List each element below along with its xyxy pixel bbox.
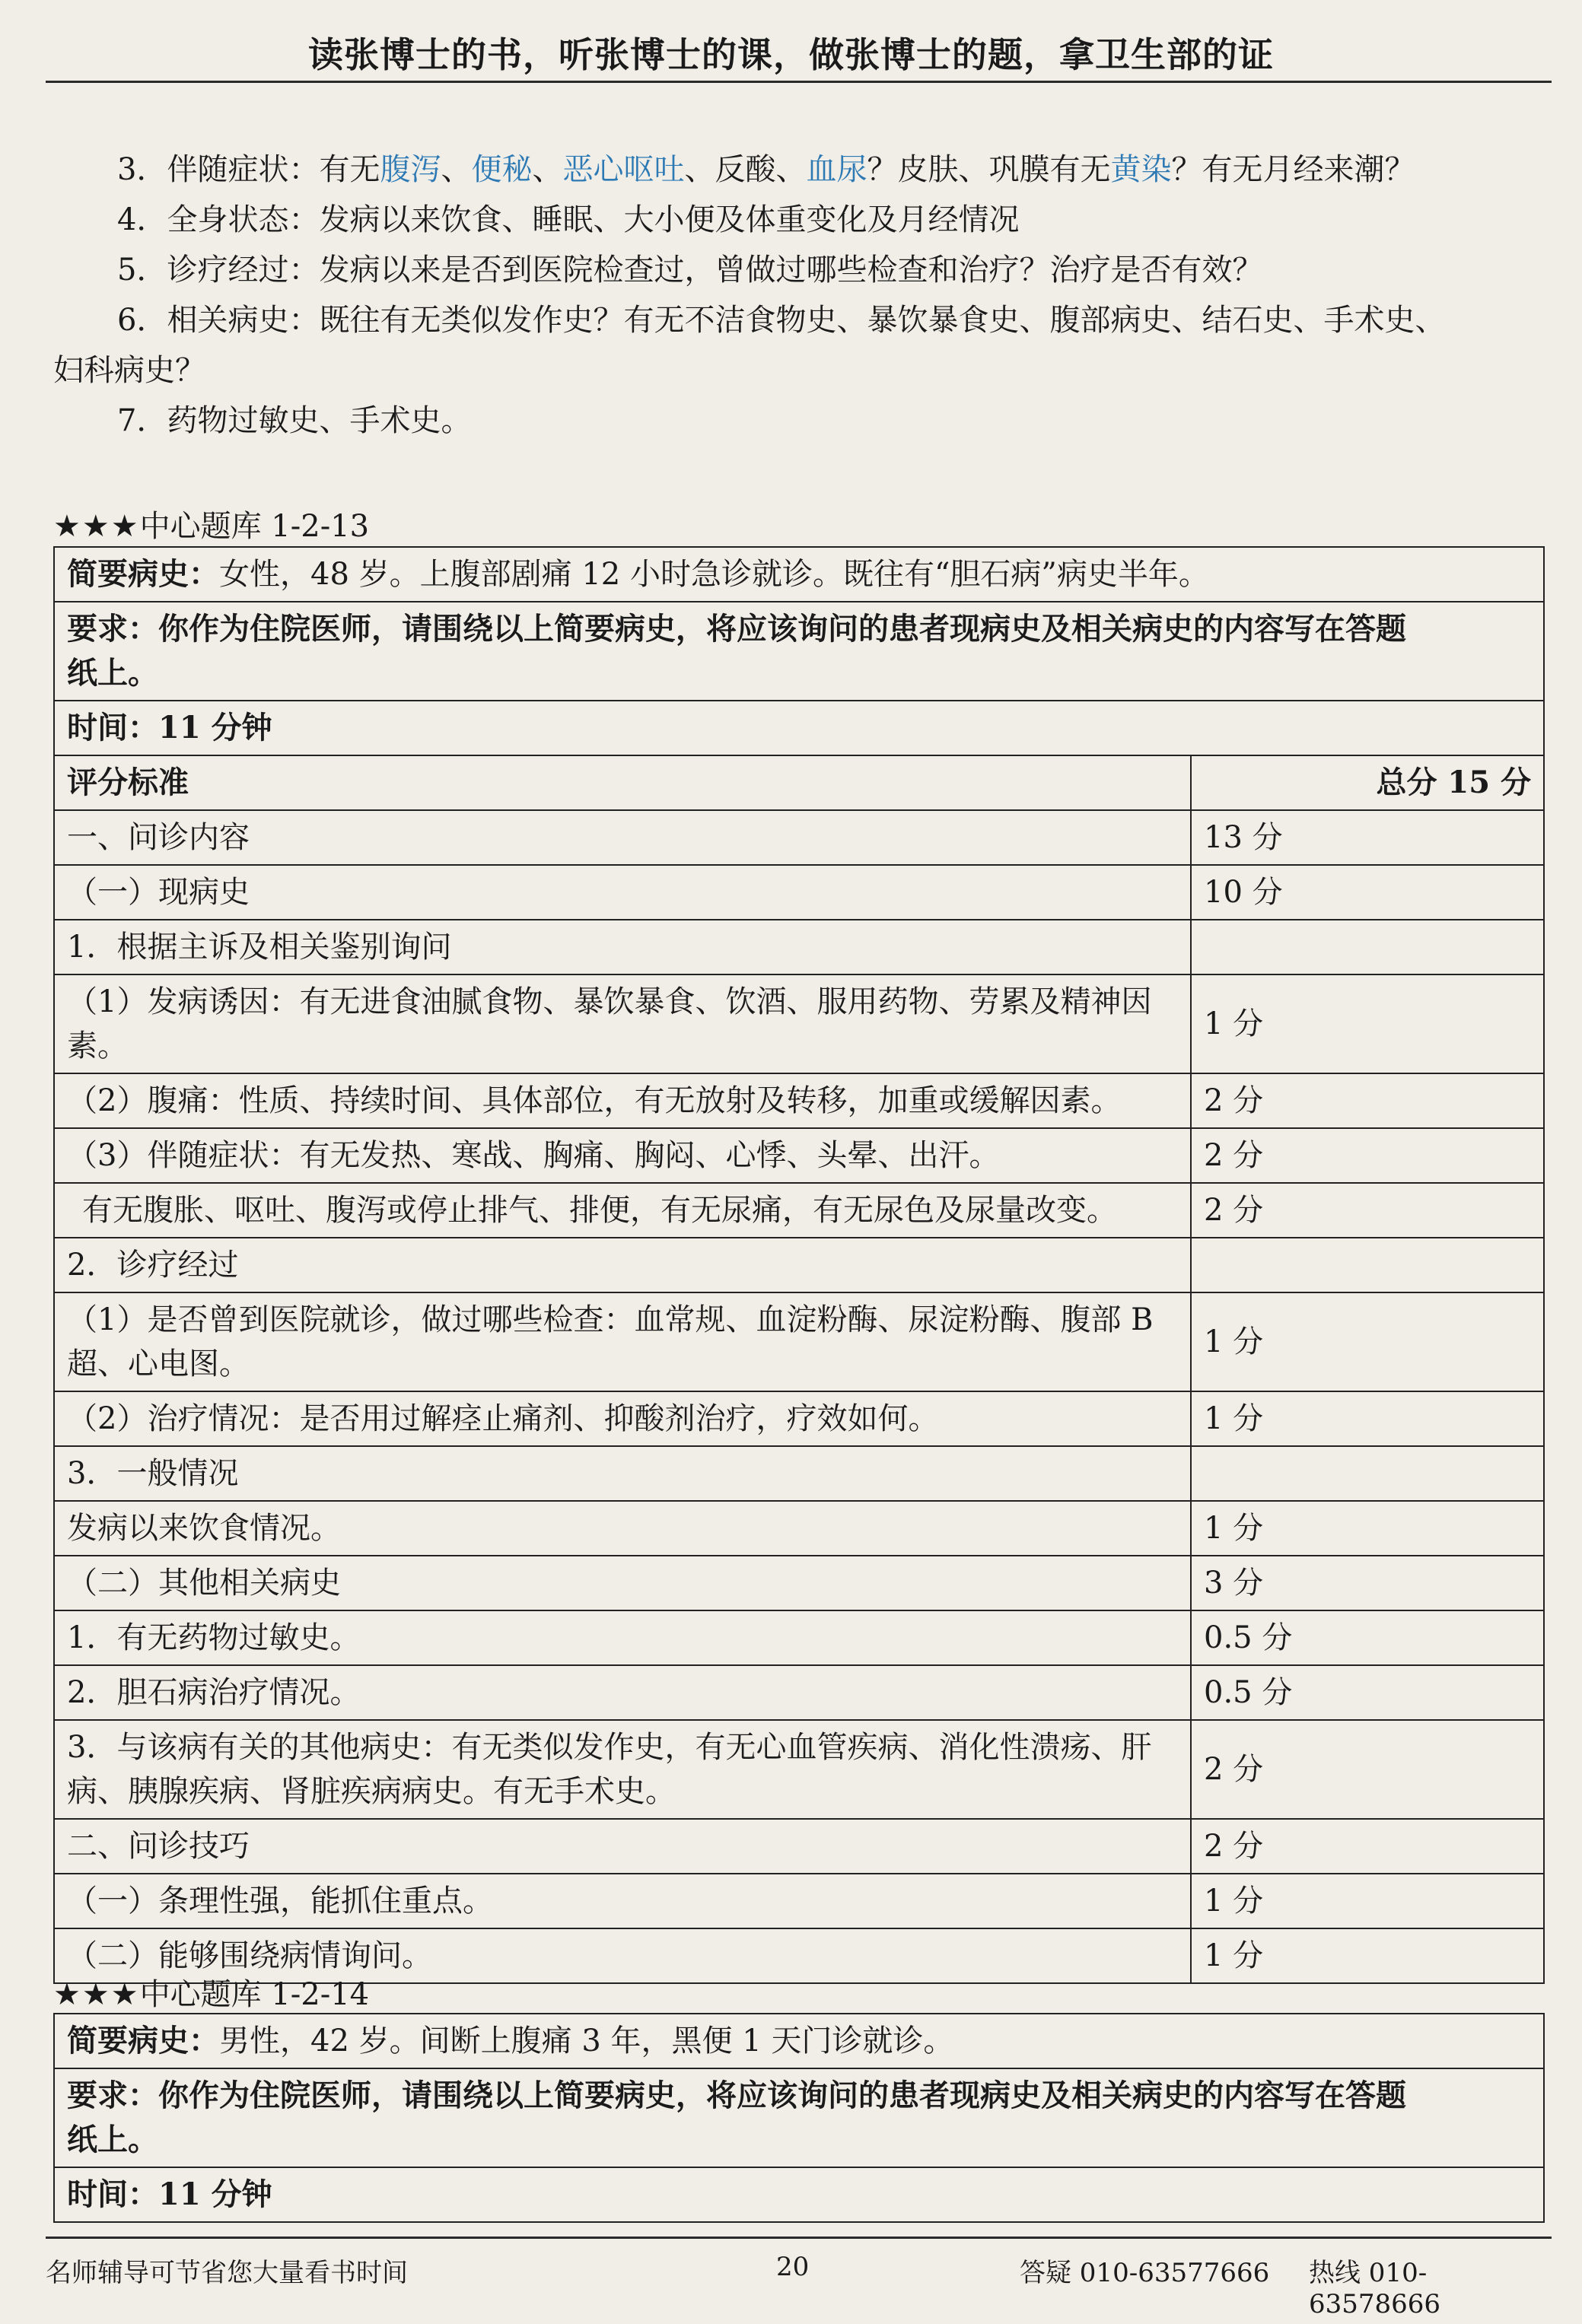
table-row: [54, 1073, 1544, 1128]
criterion-score: 1 分: [1191, 1874, 1544, 1928]
intro-text: 、: [441, 152, 472, 187]
criterion-score: 3 分: [1191, 1556, 1544, 1610]
page-number: 20: [776, 2252, 810, 2282]
table-row: [54, 1720, 1544, 1819]
q14-time: 时间：11 分钟: [54, 2167, 1544, 2222]
q13-time: 时间：11 分钟: [54, 701, 1544, 755]
intro-text: 3．伴随症状：有无: [117, 152, 380, 187]
table-row: [54, 1501, 1544, 1556]
criterion-text: （1）发病诱因：有无进食油腻食物、暴饮暴食、饮酒、服用药物、劳累及精神因素。: [54, 974, 1191, 1073]
highlight-term: 黄染: [1110, 152, 1172, 187]
star-icon: ★★★: [53, 1977, 140, 2012]
criterion-text: （2）腹痛：性质、持续时间、具体部位，有无放射及转移，加重或缓解因素。: [54, 1073, 1191, 1128]
criterion-text: 1．有无药物过敏史。: [54, 1610, 1191, 1665]
intro-text: 、反酸、: [684, 152, 807, 187]
criterion-score: 13 分: [1191, 810, 1544, 865]
intro-line-4: 4．全身状态：发病以来饮食、睡眠、大小便及体重变化及月经情况: [117, 202, 1020, 237]
q14-requirement: [54, 2068, 1544, 2167]
q13-table: [53, 546, 1545, 1984]
criterion-text: 二、问诊技巧: [54, 1819, 1191, 1874]
criterion-text: 3．与该病有关的其他病史：有无类似发作史，有无心血管疾病、消化性溃疡、肝病、胰腺疾病、肾脏疾病病史。有无手术史。: [54, 1720, 1191, 1819]
table-row: [54, 920, 1544, 974]
req-label: 要求：: [67, 2078, 158, 2113]
page-footer: [46, 2252, 1552, 2319]
table-row: [54, 1292, 1544, 1391]
history-text: 女性，48 岁。上腹部剧痛 12 小时急诊就诊。既往有“胆石病”病史半年。: [219, 557, 1209, 592]
criterion-score: 2 分: [1191, 1073, 1544, 1128]
q14-title-text: 中心题库 1-2-14: [139, 1977, 370, 2012]
table-row: [54, 1446, 1544, 1501]
table-row: [54, 1556, 1544, 1610]
req-text: 你作为住院医师，请围绕以上简要病史，将应该询问的患者现病史及相关病史的内容写在答题: [158, 2078, 1406, 2113]
criterion-score: 10 分: [1191, 865, 1544, 920]
q14-history: [54, 2014, 1544, 2068]
q13-requirement: [54, 602, 1544, 701]
intro-section: [53, 145, 1545, 446]
highlight-term: 血尿: [806, 152, 867, 187]
table-row: [54, 1665, 1544, 1720]
req-text-2: 纸上。: [67, 655, 158, 691]
criterion-text: （一）现病史: [54, 865, 1191, 920]
table-row: [54, 547, 1544, 602]
q14-title: [53, 1970, 369, 2014]
q13-title: [53, 502, 369, 545]
criterion-score: [1191, 920, 1544, 974]
highlight-term: 便秘: [471, 152, 533, 187]
criterion-score: 1 分: [1191, 1501, 1544, 1556]
highlight-term: 恶心呕吐: [562, 152, 685, 187]
criterion-text: 3．一般情况: [54, 1446, 1191, 1501]
intro-text: ？皮肤、巩膜有无: [867, 152, 1111, 187]
intro-line-6b: 妇科病史？: [53, 353, 205, 388]
star-icon: ★★★: [53, 509, 140, 544]
footer-qa-phone: 答疑 010-63577666: [1020, 2258, 1270, 2288]
criterion-text: 有无腹胀、呕吐、腹泻或停止排气、排便，有无尿痛，有无尿色及尿量改变。: [54, 1183, 1191, 1238]
criterion-score: 1 分: [1191, 1391, 1544, 1446]
criterion-text: 2．诊疗经过: [54, 1238, 1191, 1292]
criterion-text: （二）其他相关病史: [54, 1556, 1191, 1610]
table-row: [54, 1128, 1544, 1183]
history-text: 男性，42 岁。间断上腹痛 3 年，黑便 1 天门诊就诊。: [219, 2024, 954, 2059]
req-label: 要求：: [67, 611, 158, 647]
table-row: [54, 2014, 1544, 2068]
total-score: 总分 15 分: [1191, 755, 1544, 810]
criterion-score: 2 分: [1191, 1819, 1544, 1874]
table-row: [54, 1874, 1544, 1928]
req-text: 你作为住院医师，请围绕以上简要病史，将应该询问的患者现病史及相关病史的内容写在答题: [158, 611, 1406, 647]
table-row: [54, 810, 1544, 865]
table-row: [54, 755, 1544, 810]
intro-text: ？有无月经来潮？: [1171, 152, 1415, 187]
criteria-label: 评分标准: [54, 755, 1191, 810]
criterion-text: 2．胆石病治疗情况。: [54, 1665, 1191, 1720]
page-header: [0, 0, 1582, 84]
criterion-text: 1．根据主诉及相关鉴别询问: [54, 920, 1191, 974]
table-row: [54, 865, 1544, 920]
criterion-score: 0.5 分: [1191, 1610, 1544, 1665]
q14-table: [53, 2013, 1545, 2223]
table-row: [54, 1819, 1544, 1874]
criterion-text: （1）是否曾到医院就诊，做过哪些检查：血常规、血淀粉酶、尿淀粉酶、腹部 B 超、心电图。: [54, 1292, 1191, 1391]
intro-line-5: 5．诊疗经过：发病以来是否到医院检查过，曾做过哪些检查和治疗？治疗是否有效？: [117, 253, 1263, 288]
criterion-score: 1 分: [1191, 1928, 1544, 1983]
intro-line-6a: 6．相关病史：既往有无类似发作史？有无不洁食物史、暴饮暴食史、腹部病史、结石史、手术史、: [117, 303, 1446, 338]
history-label: 简要病史：: [67, 2023, 219, 2059]
table-row: [54, 2068, 1544, 2167]
criterion-text: 发病以来饮食情况。: [54, 1501, 1191, 1556]
table-row: [54, 1391, 1544, 1446]
criterion-text: （3）伴随症状：有无发热、寒战、胸痛、胸闷、心悸、头晕、出汗。: [54, 1128, 1191, 1183]
footer-slogan: 名师辅导可节省您大量看书时间: [46, 2258, 408, 2288]
table-row: [54, 701, 1544, 755]
criterion-score: 2 分: [1191, 1128, 1544, 1183]
header-title: 读张博士的书，听张博士的课，做张博士的题，拿卫生部的证: [308, 34, 1274, 75]
history-label: 简要病史：: [67, 556, 219, 592]
footer-rule: [46, 2237, 1552, 2239]
intro-line-7: 7．药物过敏史、手术史。: [117, 403, 472, 438]
table-row: [54, 1610, 1544, 1665]
header-rule: [46, 81, 1552, 83]
table-row: [54, 1183, 1544, 1238]
req-text-2: 纸上。: [67, 2122, 158, 2157]
q13-title-text: 中心题库 1-2-13: [139, 509, 370, 544]
criterion-score: 2 分: [1191, 1183, 1544, 1238]
criterion-score: [1191, 1238, 1544, 1292]
criterion-score: 1 分: [1191, 1292, 1544, 1391]
criterion-score: 2 分: [1191, 1720, 1544, 1819]
table-row: [54, 602, 1544, 701]
intro-line-3: [53, 145, 1545, 195]
criterion-text: 一、问诊内容: [54, 810, 1191, 865]
q13-history: [54, 547, 1544, 602]
criterion-score: 0.5 分: [1191, 1665, 1544, 1720]
criterion-text: （二）能够围绕病情询问。: [54, 1928, 1191, 1983]
intro-text: 、: [532, 152, 563, 187]
table-row: [54, 1238, 1544, 1292]
footer-hotline: 热线 010-63578666: [1309, 2258, 1441, 2319]
table-row: [54, 974, 1544, 1073]
table-row: [54, 2167, 1544, 2222]
criterion-score: [1191, 1446, 1544, 1501]
criterion-text: （一）条理性强，能抓住重点。: [54, 1874, 1191, 1928]
highlight-term: 腹泻: [380, 152, 441, 187]
criterion-score: 1 分: [1191, 974, 1544, 1073]
criterion-text: （2）治疗情况：是否用过解痉止痛剂、抑酸剂治疗，疗效如何。: [54, 1391, 1191, 1446]
